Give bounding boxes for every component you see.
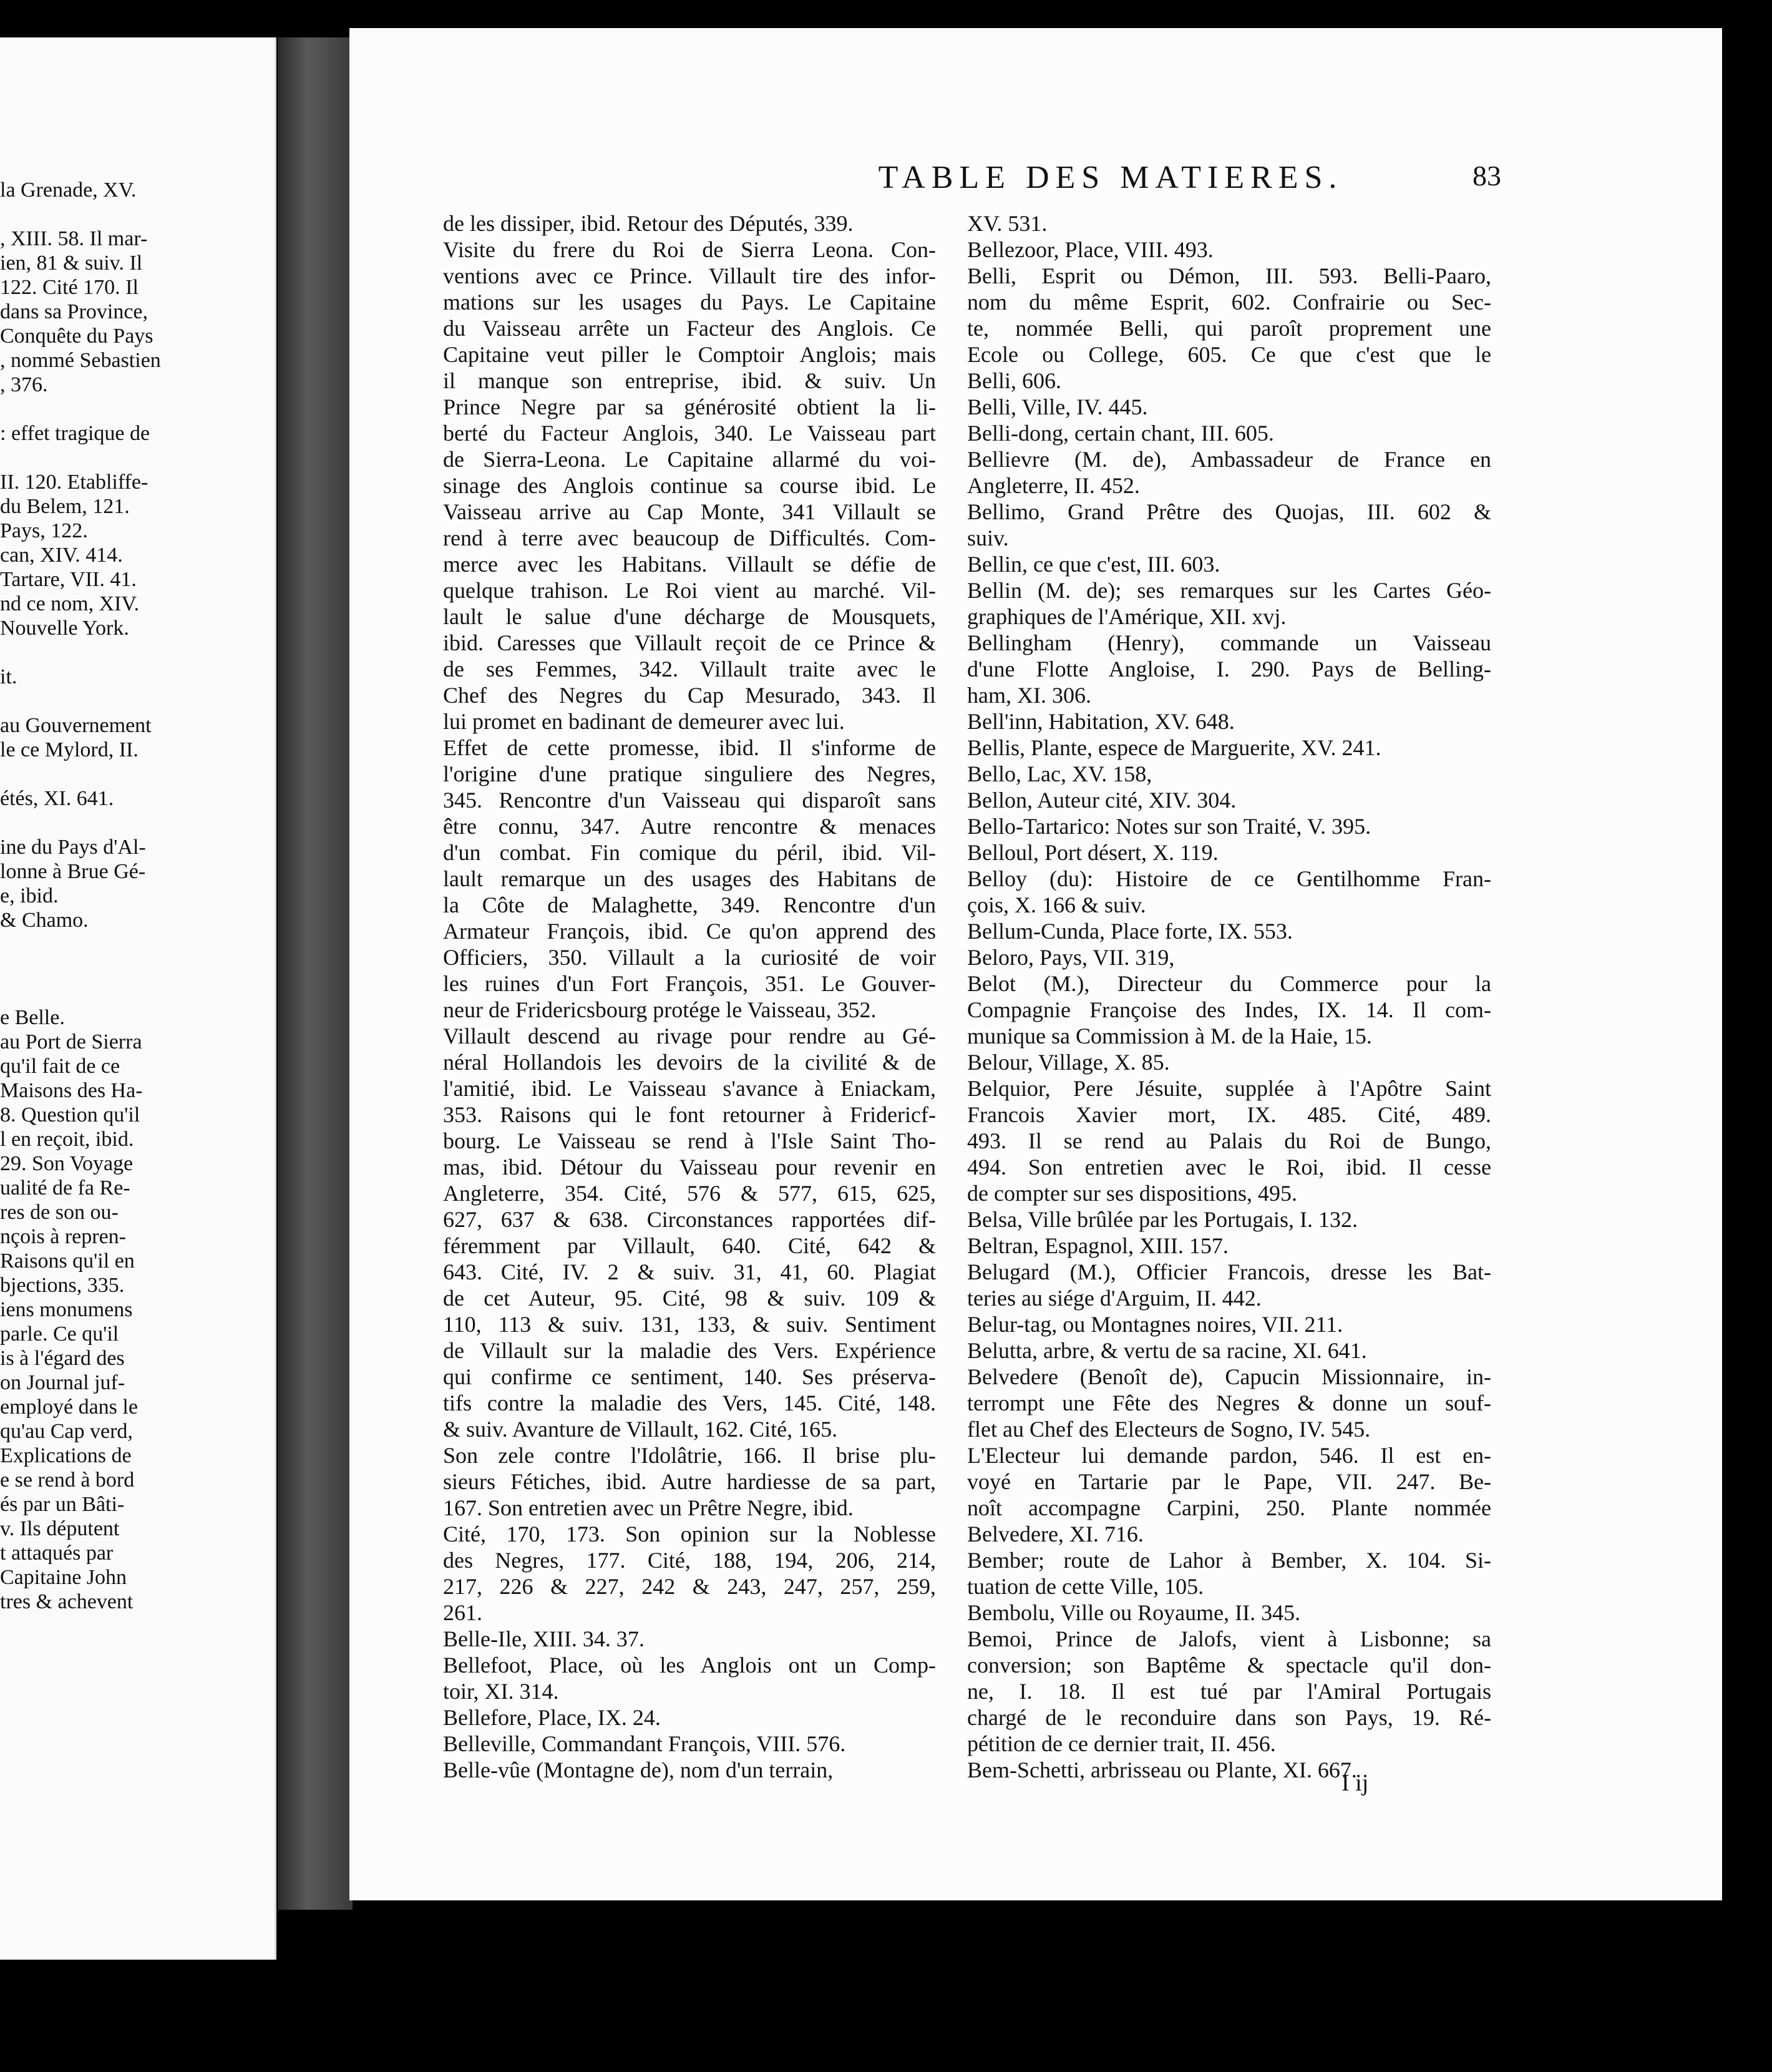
index-line: 261. — [443, 1600, 482, 1625]
left-page-line: res de son ou- — [0, 1201, 119, 1224]
index-line: Belvedere, XI. 716. — [967, 1522, 1144, 1547]
signature-mark: I ij — [1341, 1770, 1369, 1796]
index-line: Cité, 170, 173. Son opinion sur la Noblesse — [443, 1522, 936, 1547]
index-line: Angleterre, 354. Cité, 576 & 577, 615, 625, — [443, 1181, 936, 1206]
index-line: lault remarque un des usages des Habitans de — [443, 866, 936, 891]
index-line: Bellezoor, Place, VIII. 493. — [967, 237, 1214, 262]
left-page-line: 122. Cité 170. Il — [0, 276, 139, 299]
index-line: de ses Femmes, 342. Villault traite avec le — [443, 657, 936, 682]
index-line: Belquior, Pere Jésuite, supplée à l'Apôtre Saint — [967, 1076, 1491, 1101]
left-page-line: bjections, 335. — [0, 1274, 125, 1297]
left-page-line: II. 120. Etabliffe- — [0, 471, 148, 494]
index-line: flet au Chef des Electeurs de Sogno, IV. 545. — [967, 1417, 1371, 1442]
index-line: qui confirme ce sentiment, 140. Ses préserva- — [443, 1364, 936, 1389]
index-line: berté du Facteur Anglois, 340. Le Vaisseau part — [443, 421, 936, 446]
left-page-line: Explications de — [0, 1444, 132, 1467]
index-line: conversion; son Baptême & spectacle qu'il don- — [967, 1653, 1491, 1678]
left-page-line: tres & achevent — [0, 1590, 134, 1613]
index-line: Chef des Negres du Cap Mesurado, 343. Il — [443, 683, 936, 708]
index-line: Vaisseau arrive au Cap Monte, 341 Villault se — [443, 499, 936, 524]
left-page-line — [0, 689, 200, 713]
left-page-line: qu'il fait de ce — [0, 1055, 120, 1078]
left-page-line: Pays, 122. — [0, 519, 88, 542]
left-page-line: le ce Mylord, II. — [0, 738, 139, 761]
left-page-line: , XIII. 58. Il mar- — [0, 227, 148, 250]
index-line: Visite du frere du Roi de Sierra Leona. Con- — [443, 237, 936, 262]
index-line: Belour, Village, X. 85. — [967, 1050, 1170, 1075]
left-page-line: étés, XI. 641. — [0, 787, 114, 810]
index-line: des Negres, 177. Cité, 188, 194, 206, 214, — [443, 1548, 936, 1573]
left-page-line: Capitaine John — [0, 1566, 127, 1589]
index-line: Bello, Lac, XV. 158, — [967, 761, 1152, 786]
index-line: Capitaine veut piller le Comptoir Anglois; mais — [443, 342, 936, 367]
left-page-line: can, XIV. 414. — [0, 544, 123, 567]
left-page-line: & Chamo. — [0, 909, 89, 932]
index-line: Bembolu, Ville ou Royaume, II. 345. — [967, 1600, 1301, 1625]
index-line: Belot (M.), Directeur du Commerce pour la — [967, 971, 1491, 996]
index-line: Prince Negre par sa générosité obtient la li- — [443, 394, 936, 419]
left-page-line: au Gouvernement — [0, 714, 152, 737]
index-line: Armateur François, ibid. Ce qu'on apprend des — [443, 919, 936, 944]
index-line: 345. Rencontre d'un Vaisseau qui disparoît sans — [443, 788, 936, 813]
left-page-line: employé dans le — [0, 1395, 138, 1419]
index-line: teries au siége d'Arguim, II. 442. — [967, 1286, 1262, 1311]
index-line: 643. Cité, IV. 2 & suiv. 31, 41, 60. Plagiat — [443, 1259, 936, 1284]
right-page — [349, 28, 1722, 1900]
index-line: du Vaisseau arrête un Facteur des Anglois. Ce — [443, 316, 936, 341]
index-line: nom du même Esprit, 602. Confrairie ou Sec- — [967, 290, 1491, 315]
index-line: Belutta, arbre, & vertu de sa racine, XI. 641. — [967, 1338, 1367, 1363]
left-page-line: t attaqués par — [0, 1542, 114, 1565]
left-page-line: du Belem, 121. — [0, 495, 130, 518]
index-line: quelque trahison. Le Roi vient au marché. Vil- — [443, 578, 936, 603]
index-line: Belle-Ile, XIII. 34. 37. — [443, 1626, 645, 1651]
index-line: de les dissiper, ibid. Retour des Députés, 339. — [443, 211, 854, 236]
index-column-right — [967, 210, 1491, 1783]
index-line: 627, 637 & 638. Circonstances rapportées dif- — [443, 1207, 936, 1232]
left-page-line: au Port de Sierra — [0, 1030, 142, 1053]
index-line: d'un combat. Fin comique du péril, ibid. Vil- — [443, 840, 936, 865]
index-line: l'amitié, ibid. Le Vaisseau s'avance à Eniackam, — [443, 1076, 936, 1101]
left-page-line: e Belle. — [0, 1006, 65, 1029]
left-page-line: e, ibid. — [0, 884, 59, 907]
index-line: Belur-tag, ou Montagnes noires, VII. 211. — [967, 1312, 1343, 1337]
index-line: de cet Auteur, 95. Cité, 98 & suiv. 109 & — [443, 1286, 936, 1311]
index-line: lault le salue d'une décharge de Mousquets, — [443, 604, 936, 629]
left-page-line: iens monumens — [0, 1298, 133, 1321]
running-head: TABLE DES MATIERES. — [878, 160, 1343, 195]
book-gutter — [278, 37, 353, 1910]
index-line: sieurs Fétiches, ibid. Autre hardiesse de sa part, — [443, 1469, 936, 1494]
index-line: Beloro, Pays, VII. 319, — [967, 945, 1175, 970]
left-page-line: qu'au Cap verd, — [0, 1420, 133, 1443]
index-line: Francois Xavier mort, IX. 485. Cité, 489. — [967, 1102, 1491, 1127]
index-line: ne, I. 18. Il est tué par l'Amiral Portugais — [967, 1679, 1491, 1704]
left-page-line — [0, 957, 200, 981]
page-number: 83 — [1473, 160, 1501, 192]
index-line: & suiv. Avanture de Villault, 162. Cité, 165. — [443, 1417, 838, 1442]
left-page-line: Maisons des Ha- — [0, 1079, 143, 1102]
index-line: Ecole ou College, 605. Ce que c'est que le — [967, 342, 1491, 367]
left-page-line: l en reçoit, ibid. — [0, 1128, 134, 1151]
index-line: 217, 226 & 227, 242 & 243, 247, 257, 259, — [443, 1574, 936, 1599]
index-line: sinage des Anglois continue sa course ibid. Le — [443, 473, 936, 498]
index-line: Compagnie Françoise des Indes, IX. 14. Il com- — [967, 997, 1491, 1022]
index-line: être connu, 347. Autre rencontre & menaces — [443, 814, 936, 839]
index-line: 110, 113 & suiv. 131, 133, & suiv. Sentiment — [443, 1312, 936, 1337]
index-line: chargé de le reconduire dans son Pays, 19. Ré- — [967, 1705, 1491, 1730]
index-line: Belugard (M.), Officier Francois, dresse les Bat- — [967, 1259, 1491, 1284]
index-line: Bell'inn, Habitation, XV. 648. — [967, 709, 1235, 734]
index-line: Belsa, Ville brûlée par les Portugais, I. 132. — [967, 1207, 1358, 1232]
index-line: féremment par Villault, 640. Cité, 642 & — [443, 1233, 936, 1258]
index-line: neur de Fridericsbourg protége le Vaisseau, 352. — [443, 997, 877, 1022]
index-line: Bellum-Cunda, Place forte, IX. 553. — [967, 919, 1293, 944]
left-page-line: nçois à repren- — [0, 1225, 127, 1248]
left-page-line: it. — [0, 665, 17, 688]
left-page-line: és par un Bâti- — [0, 1493, 125, 1516]
index-line: mas, ibid. Détour du Vaisseau pour revenir en — [443, 1155, 936, 1180]
index-line: Angleterre, II. 452. — [967, 473, 1140, 498]
index-line: Bellefoot, Place, où les Anglois ont un Comp- — [443, 1653, 936, 1678]
left-page-line: nd ce nom, XIV. — [0, 592, 140, 615]
index-line: toir, XI. 314. — [443, 1679, 559, 1704]
left-page-line — [0, 640, 200, 665]
index-line: lui promet en badinant de demeurer avec lui. — [443, 709, 845, 734]
left-page-line: on Journal juf- — [0, 1371, 125, 1394]
index-line: 494. Son entretien avec le Roi, ibid. Il cesse — [967, 1155, 1491, 1180]
index-line: 493. Il se rend au Palais du Roi de Bungo, — [967, 1128, 1491, 1153]
index-line: Villault descend au rivage pour rendre au Gé- — [443, 1024, 936, 1048]
index-line: l'origine d'une pratique singuliere des Negres, — [443, 761, 936, 786]
index-line: de Villault sur la maladie des Vers. Expérience — [443, 1338, 936, 1363]
index-line: Bellin (M. de); ses remarques sur les Cartes Géo- — [967, 578, 1491, 603]
index-line: ham, XI. 306. — [967, 683, 1091, 708]
left-page-line — [0, 981, 200, 1005]
index-line: Bemoi, Prince de Jalofs, vient à Lisbonne; sa — [967, 1626, 1491, 1651]
index-line: Bellimo, Grand Prêtre des Quojas, III. 602 & — [967, 499, 1491, 524]
left-page-line — [0, 446, 200, 470]
left-page-line: la Grenade, XV. — [0, 178, 137, 202]
index-line: çois, X. 166 & suiv. — [967, 892, 1146, 917]
index-line: bourg. Le Vaisseau se rend à l'Isle Saint Tho- — [443, 1128, 936, 1153]
index-line: tifs contre la maladie des Vers, 145. Cité, 148. — [443, 1390, 936, 1415]
left-page-line: Nouvelle York. — [0, 617, 129, 640]
index-line: Officiers, 350. Villault a la curiosité de voir — [443, 945, 936, 970]
left-page-line: , 376. — [0, 373, 48, 396]
index-line: terrompt une Fête des Negres & donne un souf- — [967, 1390, 1491, 1415]
index-line: munique sa Commission à M. de la Haie, 15. — [967, 1024, 1372, 1048]
index-line: de Sierra-Leona. Le Capitaine allarmé du voi- — [443, 447, 936, 472]
index-line: Bellingham (Henry), commande un Vaisseau — [967, 630, 1491, 655]
left-page-line: lonne à Brue Gé- — [0, 860, 146, 883]
left-page-line — [0, 762, 200, 786]
index-line: tuation de cette Ville, 105. — [967, 1574, 1204, 1599]
index-line: 353. Raisons qui le font retourner à Fridericf- — [443, 1102, 936, 1127]
index-line: voyé en Tartarie par le Pape, VII. 247. Be- — [967, 1469, 1491, 1494]
left-page-line: e se rend à bord — [0, 1468, 135, 1492]
left-page-line: 29. Son Voyage — [0, 1152, 134, 1175]
index-line: merce avec les Habitans. Villault se défie de — [443, 552, 936, 577]
index-line: ventions avec ce Prince. Villault tire des infor- — [443, 263, 936, 288]
index-line: Effet de cette promesse, ibid. Il s'informe de — [443, 735, 936, 760]
left-page-line: 8. Question qu'il — [0, 1103, 140, 1126]
facing-left-page — [0, 37, 276, 1960]
left-page-line: Raisons qu'il en — [0, 1249, 135, 1273]
left-page-line — [0, 811, 200, 835]
left-page-line — [0, 932, 200, 957]
index-line: Belloy (du): Histoire de ce Gentilhomme Fran- — [967, 866, 1491, 891]
index-line: de compter sur ses dispositions, 495. — [967, 1181, 1297, 1206]
index-line: pétition de ce dernier trait, II. 456. — [967, 1731, 1276, 1756]
index-line: graphiques de l'Amérique, XII. xvj. — [967, 604, 1287, 629]
left-page-line: parle. Ce qu'il — [0, 1322, 119, 1346]
index-line: la Côte de Malaghette, 349. Rencontre d'un — [443, 892, 936, 917]
index-line: te, nommée Belli, qui paroît proprement une — [967, 316, 1491, 341]
index-line: Belleville, Commandant François, VIII. 576. — [443, 1731, 846, 1756]
left-page-line: v. Ils députent — [0, 1517, 120, 1540]
index-line: noît accompagne Carpini, 250. Plante nommée — [967, 1495, 1491, 1520]
index-line: Bellon, Auteur cité, XIV. 304. — [967, 788, 1237, 813]
left-page-line — [0, 397, 200, 421]
left-page-line: dans sa Province, — [0, 300, 148, 323]
left-page-line: is à l'égard des — [0, 1347, 125, 1370]
index-line: Bellefore, Place, IX. 24. — [443, 1705, 661, 1730]
left-page-line: , nommé Sebastien — [0, 349, 161, 372]
left-page-line: Conquête du Pays — [0, 325, 153, 348]
index-line: Bellis, Plante, espece de Marguerite, XV. 241. — [967, 735, 1381, 760]
left-page-text — [0, 178, 200, 1614]
left-page-line: : effet tragique de — [0, 422, 150, 445]
index-line: XV. 531. — [967, 211, 1048, 236]
index-line: Belli, 606. — [967, 368, 1061, 393]
index-line: il manque son entreprise, ibid. & suiv. Un — [443, 368, 936, 393]
index-line: 167. Son entretien avec un Prêtre Negre, ibid. — [443, 1495, 854, 1520]
index-line: Belli-dong, certain chant, III. 605. — [967, 421, 1274, 446]
index-column-left — [443, 210, 936, 1783]
index-line: Son zele contre l'Idolâtrie, 166. Il brise plu- — [443, 1443, 936, 1468]
index-line: Belli, Esprit ou Démon, III. 593. Belli-Paaro, — [967, 263, 1491, 288]
index-line: Belle-vûe (Montagne de), nom d'un terrain, — [443, 1757, 834, 1782]
index-line: suiv. — [967, 525, 1009, 550]
index-line: Bellin, ce que c'est, III. 603. — [967, 552, 1220, 577]
index-line: Beltran, Espagnol, XIII. 157. — [967, 1233, 1229, 1258]
index-line: Bember; route de Lahor à Bember, X. 104. Si- — [967, 1548, 1491, 1573]
index-line: ibid. Caresses que Villault reçoit de ce Prince & — [443, 630, 936, 655]
left-page-line: ualité de fa Re- — [0, 1176, 130, 1200]
left-page-line: ine du Pays d'Al- — [0, 836, 146, 859]
index-line: Bellievre (M. de), Ambassadeur de France en — [967, 447, 1491, 472]
index-line: rend à terre avec beaucoup de Difficultés. Com- — [443, 525, 936, 550]
index-line: les ruines d'un Fort François, 351. Le Gouver- — [443, 971, 936, 996]
index-line: L'Electeur lui demande pardon, 546. Il est en- — [967, 1443, 1491, 1468]
index-line: d'une Flotte Angloise, I. 290. Pays de Belling- — [967, 657, 1491, 682]
index-line: Belvedere (Benoît de), Capucin Missionnaire, in- — [967, 1364, 1491, 1389]
left-page-line: ien, 81 & suiv. Il — [0, 252, 143, 275]
index-line: Bello-Tartarico: Notes sur son Traité, V. 395. — [967, 814, 1371, 839]
index-line: néral Hollandois les devoirs de la civilité & de — [443, 1050, 936, 1075]
index-line: Belli, Ville, IV. 445. — [967, 394, 1148, 419]
left-page-line — [0, 202, 200, 227]
index-line: mations sur les usages du Pays. Le Capitaine — [443, 290, 936, 315]
index-line: Bem-Schetti, arbrisseau ou Plante, XI. 667. — [967, 1757, 1357, 1782]
index-line: Belloul, Port désert, X. 119. — [967, 840, 1219, 865]
left-page-line: Tartare, VII. 41. — [0, 568, 137, 591]
